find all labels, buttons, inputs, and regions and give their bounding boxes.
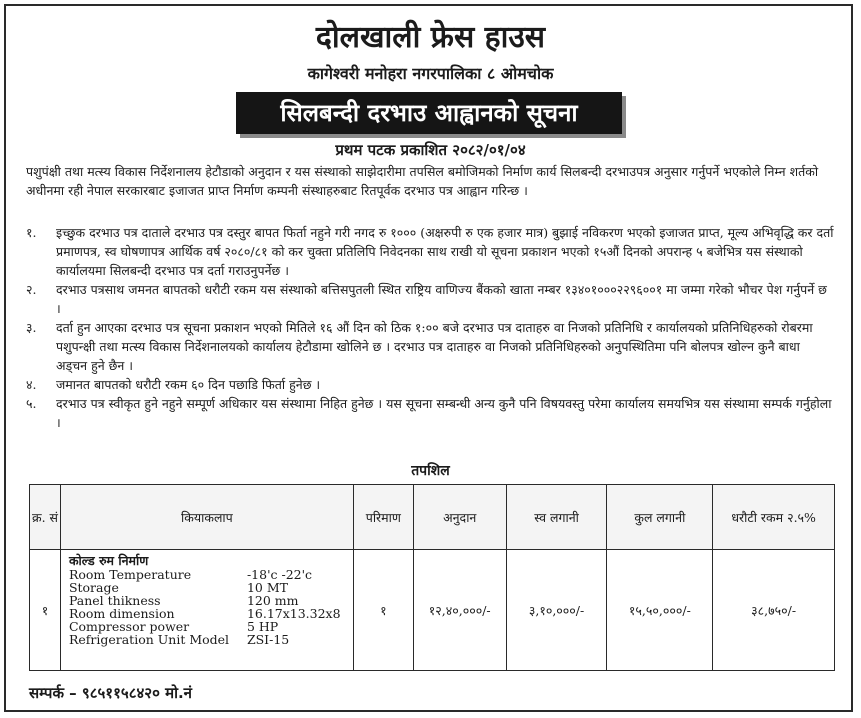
- condition-number: १.: [26, 225, 37, 240]
- condition-text: जमानत बापतको धरौटी रकम ६० दिन पछाडि फिर्ता हुनेछ ।: [56, 377, 321, 392]
- contact-line: सम्पर्क – ९८५११५८४२० मो.नं: [29, 684, 193, 702]
- spec-value: 16.17x13.32x8: [246, 606, 341, 621]
- table-header-row: [30, 485, 835, 550]
- condition-number: २.: [26, 282, 37, 297]
- cell-activity: [60, 550, 353, 671]
- condition-item: [26, 318, 834, 375]
- condition-number: ४.: [26, 377, 37, 392]
- condition-text: दरभाउ पत्र स्वीकृत हुने नहुने सम्पूर्ण अधिकार यस संस्थामा निहित हुनेछ । यस सूचना सम्बन्धी अन्य कुनै पनि विषयवस्तु परेमा कार्यालय समयभित्र यस संस्थामा सम्पर्क गर्नुहोला ।: [56, 396, 832, 430]
- spec-key: Room dimension: [68, 606, 175, 621]
- intro-paragraph: पशुपंक्षी तथा मत्स्य विकास निर्देशनालय हेटौडाको अनुदान र यस संस्थाको साझेदारीमा तपसिल बमोजिमको निर्माण कार्य सिलबन्दी दरभाउपत्र अनुसार गर्नुपर्ने भएकोले निम्न शर्तको अधीनमा रही नेपाल सरकारबाट इजाजत प्राप्त निर्माण कम्पनी संस्थाहरुबाट रितपूर्वक दरभाउ पत्र आह्वान गरिन्छ ।: [26, 164, 819, 198]
- spec-value: ZSI-15: [246, 632, 290, 647]
- spec-key: Room Temperature: [68, 567, 192, 582]
- notice-title-banner: सिलबन्दी दरभाउ आह्वानको सूचना: [236, 92, 622, 134]
- publication-date: प्रथम पटक प्रकाशित २०८२/०१/०४: [335, 141, 526, 159]
- condition-item: [26, 375, 834, 394]
- spec-key: Panel thikness: [68, 593, 161, 608]
- condition-text: इच्छुक दरभाउ पत्र दाताले दरभाउ पत्र दस्तुर बापत फिर्ता नहुने गरी नगद रु १००० (अक्षरुपी रु एक हजार मात्र) बुझाई नविकरण भएको इजाजत प्राप्त, मूल्य अभिवृद्धि कर दर्ता प्रमाणपत्र, स्व घोषणापत्र आर्थिक वर्ष २०८०/८१ को कर चुक्ता प्रतिलिपि निवेदनका साथ राखी यो सूचना प्रकाशन भएको १५औं दिनको अपरान्ह ५ बजेभित्र यस संस्थाको कार्यालयमा सिलबन्दी दरभाउ पत्र दर्ता गराउनुपर्नेछ ।: [56, 225, 834, 278]
- spec-value: -18'c -22'c: [246, 567, 313, 582]
- cell-own-investment: ३,१०,०००/-: [506, 550, 607, 671]
- col-header-total-investment: कुल लगानी: [607, 485, 713, 550]
- condition-number: ५.: [26, 396, 37, 411]
- table-row: [30, 550, 835, 671]
- spec-value: 120 mm: [246, 593, 299, 608]
- condition-text: दरभाउ पत्रसाथ जमनत बापतको धरौटी रकम यस संस्थाको बत्तिसपुतली स्थित राष्ट्रिय वाणिज्य बैंकको खाता नम्बर १३४०१०००२२९६००१ मा जम्मा गरेको भौचर पेश गर्नुपर्ने छ ।: [56, 282, 827, 316]
- col-header-grant: अनुदान: [413, 485, 506, 550]
- condition-text: दर्ता हुन आएका दरभाउ पत्र सूचना प्रकाशन भएको मितिले १६ औं दिन को ठिक १:०० बजे दरभाउ पत्र दाताहरु वा निजको प्रतिनिधि र कार्यालयको प्रतिनिधिहरुको रोबरमा पशुपन्क्षी तथा मत्स्य विकास निर्देशनालयको कार्यालय हेटौडामा खोलिने छ । दरभाउ पत्र दाताहरु वा निजको प्रतिनिधिहरुको अनुपस्थितिमा पनि बोलपत्र खोल्न कुनै बाधा अड्चन हुने छैन ।: [56, 320, 813, 373]
- col-header-deposit: धरौटी रकम २.५%: [713, 485, 835, 550]
- cell-total-investment: १५,५०,०००/-: [607, 550, 713, 671]
- col-header-own-investment: स्व लगानी: [506, 485, 607, 550]
- activity-title: कोल्ड रुम निर्माण: [68, 553, 149, 568]
- spec-key: Compressor power: [68, 619, 190, 634]
- org-name: दोलखाली फ्रेस हाउस: [315, 20, 546, 55]
- col-header-sn: क्र. सं: [30, 485, 61, 550]
- condition-item: [26, 280, 834, 318]
- work-details-table: [29, 484, 835, 671]
- cell-quantity: १: [353, 550, 413, 671]
- spec-value: 10 MT: [246, 580, 288, 595]
- spec-row: [69, 633, 353, 646]
- condition-number: ३.: [26, 320, 37, 335]
- cell-grant: १२,४०,०००/-: [413, 550, 506, 671]
- spec-key: Refrigeration Unit Model: [68, 632, 230, 647]
- condition-item: [26, 223, 834, 280]
- table-title: तपशिल: [411, 463, 450, 479]
- col-header-quantity: परिमाण: [353, 485, 413, 550]
- col-header-activity: कियाकलाप: [60, 485, 353, 550]
- cell-deposit: ३८,७५०/-: [713, 550, 835, 671]
- condition-item: [26, 394, 834, 432]
- conditions-list: [26, 223, 834, 432]
- org-address: कागेश्वरी मनोहरा नगरपालिका ८ ओमचोक: [307, 64, 554, 83]
- cell-sn: १: [30, 550, 61, 671]
- spec-key: Storage: [68, 580, 119, 595]
- spec-value: 5 HP: [246, 619, 279, 634]
